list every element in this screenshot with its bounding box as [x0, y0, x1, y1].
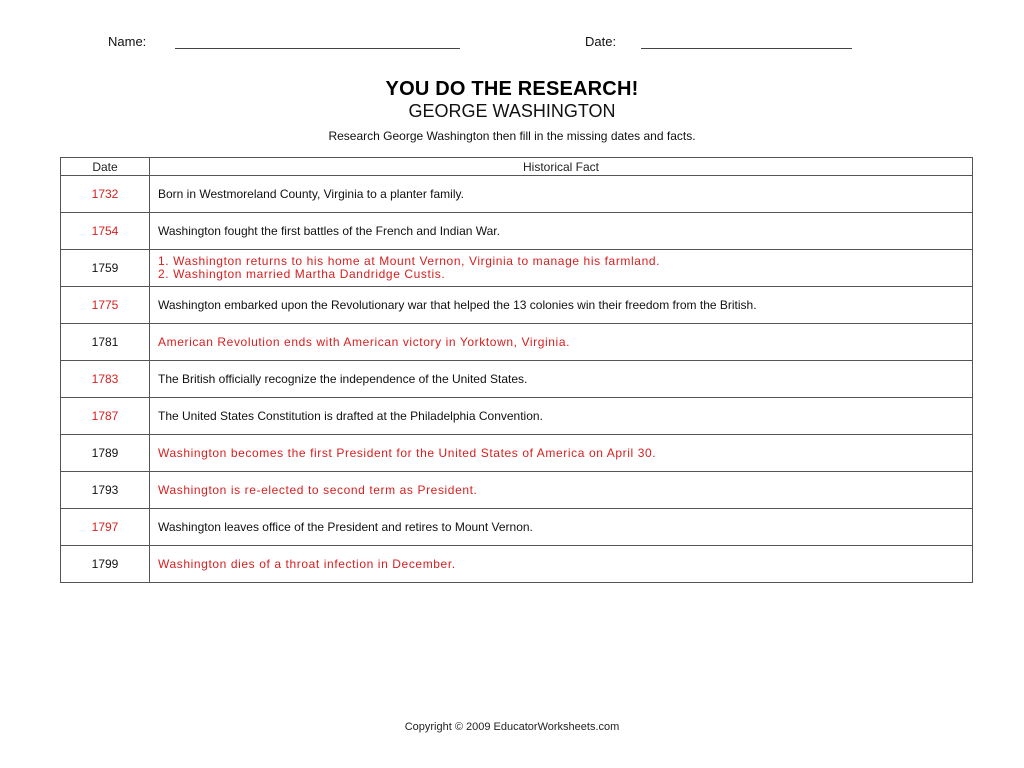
row-date: 1787 [61, 398, 150, 435]
row-date: 1732 [61, 176, 150, 213]
row-fact: Washington fought the first battles of the French and Indian War. [150, 213, 973, 250]
row-fact: The United States Constitution is drafted at the Philadelphia Convention. [150, 398, 973, 435]
worksheet-title: YOU DO THE RESEARCH! [385, 78, 639, 100]
fact-item-1: 1. Washington returns to his home at Mount Vernon, Virginia to manage his farmland. [158, 254, 661, 268]
row-date: 1775 [61, 287, 150, 324]
row-date: 1781 [61, 324, 150, 361]
date-column-header: Date [61, 158, 150, 176]
table-row [61, 361, 973, 398]
copyright-footer: Copyright © 2009 EducatorWorksheets.com [404, 721, 620, 733]
name-blank-line [175, 48, 460, 49]
row-date: 1797 [61, 509, 150, 546]
table-row [61, 176, 973, 213]
table-row [61, 250, 973, 287]
facts-table [60, 157, 973, 583]
row-date: 1789 [61, 435, 150, 472]
table-row [61, 546, 973, 583]
table-row [61, 509, 973, 546]
name-label: Name: [108, 34, 147, 49]
table-row [61, 213, 973, 250]
worksheet-subtitle: GEORGE WASHINGTON [408, 101, 616, 121]
table-row [61, 398, 973, 435]
row-fact: Washington is re-elected to second term as President. [150, 472, 973, 509]
row-fact: Washington embarked upon the Revolutionary war that helped the 13 colonies win their freedom from the British. [150, 287, 973, 324]
date-blank-line [641, 48, 852, 49]
row-fact: American Revolution ends with American victory in Yorktown, Virginia. [150, 324, 973, 361]
row-fact [150, 250, 973, 287]
row-date: 1754 [61, 213, 150, 250]
table-row [61, 435, 973, 472]
table-header-row [61, 158, 973, 176]
table-row [61, 324, 973, 361]
date-label: Date: [585, 34, 617, 49]
row-date: 1783 [61, 361, 150, 398]
row-date: 1793 [61, 472, 150, 509]
table-row [61, 472, 973, 509]
row-fact: The British officially recognize the independence of the United States. [150, 361, 973, 398]
row-fact: Born in Westmoreland County, Virginia to a planter family. [150, 176, 973, 213]
row-date: 1759 [61, 250, 150, 287]
row-fact: Washington dies of a throat infection in December. [150, 546, 973, 583]
row-date: 1799 [61, 546, 150, 583]
row-fact: Washington becomes the first President for the United States of America on April 30. [150, 435, 973, 472]
table-row [61, 287, 973, 324]
fact-item-2: 2. Washington married Martha Dandridge Custis. [158, 267, 446, 281]
instructions: Research George Washington then fill in the missing dates and facts. [328, 129, 696, 143]
row-fact: Washington leaves office of the President and retires to Mount Vernon. [150, 509, 973, 546]
fact-column-header: Historical Fact [150, 158, 973, 176]
